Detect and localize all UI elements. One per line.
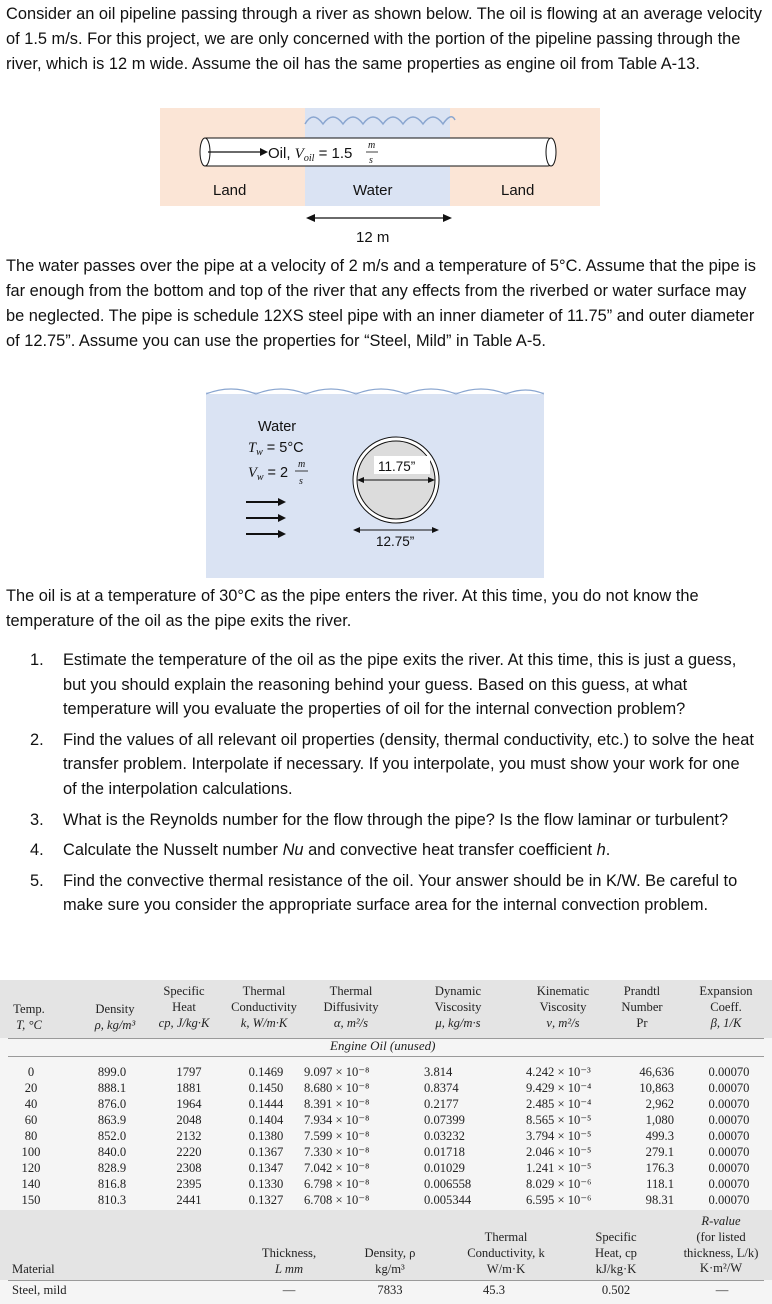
intro-paragraph: Consider an oil pipeline passing through a river as shown below. The oil is flowing at an average velocity of 1.5 m/s. For this project, we are only concerned with the portion of the pipeline passing through the river, which is 12 m wide. Assume the oil has the same properties as engine oil from Table A-13. bbox=[6, 5, 762, 73]
header-dynamic-viscosity: Dynamic Viscosity μ, kg/m·s bbox=[434, 984, 482, 1030]
kinematic-viscosity-column: 4.242 × 10⁻³ 9.429 × 10⁻⁴ 2.485 × 10⁻⁴ 8.565 × 10⁻⁵ 3.794 × 10⁻⁵ 2.046 × 10⁻⁵ 1.241 × 10⁻⁵ 8.029 × 10⁻⁶ 6.595 × 10⁻⁶ bbox=[526, 1065, 592, 1207]
task-item: 3. What is the Reynolds number for the flow through the pipe? Is the flow laminar or turbulent? bbox=[30, 810, 729, 829]
header-density: Density ρ, kg/m³ bbox=[94, 1002, 136, 1032]
water-temperature: $T_w = 5^\circ C$ bbox=[248, 440, 304, 458]
water-surface bbox=[206, 389, 544, 394]
fig2-unit-den: s bbox=[299, 476, 303, 487]
header-kinematic-viscosity: Kinematic Viscosity ν, m²/s bbox=[536, 984, 590, 1030]
dynamic-viscosity-column: 3.814 0.8374 0.2177 0.07399 0.03232 0.01718 0.01029 0.006558 0.005344 bbox=[424, 1065, 472, 1207]
water-label: Water bbox=[353, 182, 393, 199]
fig2-unit-num: m bbox=[298, 459, 306, 470]
header-temp: Temp. T, °C bbox=[13, 1002, 45, 1032]
outer-diameter-label: 12.75” bbox=[376, 534, 415, 549]
land-left-label: Land bbox=[213, 182, 247, 199]
diffusivity-column: 9.097 × 10⁻⁸ 8.680 × 10⁻⁸ 8.391 × 10⁻⁸ 7.934 × 10⁻⁸ 7.599 × 10⁻⁸ 7.330 × 10⁻⁸ 7.042 × 10⁻⁸ 6.798 × 10⁻⁸ 6.708 × 10⁻⁸ bbox=[304, 1065, 370, 1207]
land-right-label: Land bbox=[501, 182, 535, 199]
row-specific-heat: 0.502 bbox=[601, 1283, 631, 1297]
unit-den: s bbox=[369, 155, 373, 166]
task-item: 5. Find the convective thermal resistance of the oil. Your answer should be in K/W. Be careful to make sure you consider the appropriate surface area for the internal convection problem. bbox=[30, 871, 738, 915]
task-list bbox=[30, 648, 755, 924]
temp-column: 0 20 40 60 80 100 120 140 150 bbox=[21, 1065, 41, 1207]
header-steel-specific-heat: Specific Heat, cp kJ/kg·K bbox=[595, 1230, 637, 1276]
expansion-column: 0.00070 0.00070 0.00070 0.00070 0.00070 0.00070 0.00070 0.00070 0.00070 bbox=[708, 1065, 750, 1207]
header-material: Material bbox=[12, 1262, 55, 1276]
row-conductivity: 45.3 bbox=[482, 1283, 506, 1297]
pipe-cross-section-figure bbox=[206, 380, 544, 578]
oil-velocity-label: Oil, $V_{oil} = 1.5$ bbox=[268, 145, 353, 164]
oil-description: The oil is at a temperature of 30°C as the pipe enters the river. At this time, you do not know the temperature of the oil as the pipe exits the river. bbox=[6, 587, 699, 630]
header-rvalue: R-value (for listed thickness, L/k) K·m²/W bbox=[683, 1214, 759, 1276]
header-thickness: Thickness, L mm bbox=[261, 1246, 317, 1276]
table-caption: Engine Oil (unused) bbox=[330, 1038, 436, 1053]
row-rvalue: — bbox=[715, 1283, 729, 1297]
header-steel-density: Density, ρ kg/m³ bbox=[364, 1246, 416, 1276]
steel-property-table bbox=[0, 1210, 772, 1304]
header-specific-heat: Specific Heat cp, J/kg·K bbox=[158, 984, 210, 1030]
task-item: 1. Estimate the temperature of the oil as the pipe exits the river. At this time, this is just a guess, but you should explain the reasoning behind your guess. Based on this guess, at what temperature will you evaluate the properties of oil for the internal convection problem? bbox=[30, 651, 737, 719]
water-title: Water bbox=[258, 419, 297, 435]
conductivity-column: 0.1469 0.1450 0.1444 0.1404 0.1380 0.1367 0.1347 0.1330 0.1327 bbox=[248, 1065, 284, 1207]
task-item: 4. Calculate the Nusselt number Nu and convective heat transfer coefficient h. bbox=[30, 841, 611, 860]
engine-oil-property-table bbox=[0, 980, 772, 1210]
prandtl-column: 46,636 10,863 2,962 1,080 499.3 279.1 176.3 118.1 98.31 bbox=[639, 1065, 674, 1207]
task-item: 2. Find the values of all relevant oil properties (density, thermal conductivity, etc.) to solve the heat transfer problem. Interpolate if necessary. If you interpolate, you must show your work for one of the interpolation calculations. bbox=[30, 730, 754, 798]
header-prandtl: Prandtl Number Pr bbox=[621, 984, 663, 1030]
row-density: 7833 bbox=[377, 1283, 403, 1297]
header-conductivity: Thermal Conductivity k, W/m·K bbox=[231, 984, 297, 1030]
header-diffusivity: Thermal Diffusivity α, m²/s bbox=[323, 984, 379, 1030]
water-description: The water passes over the pipe at a velocity of 2 m/s and a temperature of 5°C. Assume that the pipe is far enough from the bottom and top of the river that any effects from the riverbed or water surface may be neglected. The pipe is schedule 12XS steel pipe with an inner diameter of 11.75” and outer diameter of 12.75”. Assume you can use the properties for “Steel, Mild” in Table A-5. bbox=[6, 257, 756, 350]
row-material: Steel, mild bbox=[12, 1283, 67, 1297]
water-velocity: $V_w = 2$ bbox=[248, 465, 289, 483]
header-steel-conductivity: Thermal Conductivity, k W/m·K bbox=[467, 1230, 545, 1276]
width-label: 12 m bbox=[356, 229, 390, 246]
pipeline-river-figure bbox=[160, 108, 600, 254]
header-expansion: Expansion Coeff. β, 1/K bbox=[699, 984, 753, 1030]
row-thickness: — bbox=[282, 1283, 296, 1297]
specific-heat-column: 1797 1881 1964 2048 2132 2220 2308 2395 2441 bbox=[176, 1065, 202, 1207]
unit-num: m bbox=[368, 140, 376, 151]
density-column: 899.0 888.1 876.0 863.9 852.0 840.0 828.9 816.8 810.3 bbox=[97, 1065, 127, 1207]
inner-diameter-label: 11.75” bbox=[378, 459, 416, 474]
